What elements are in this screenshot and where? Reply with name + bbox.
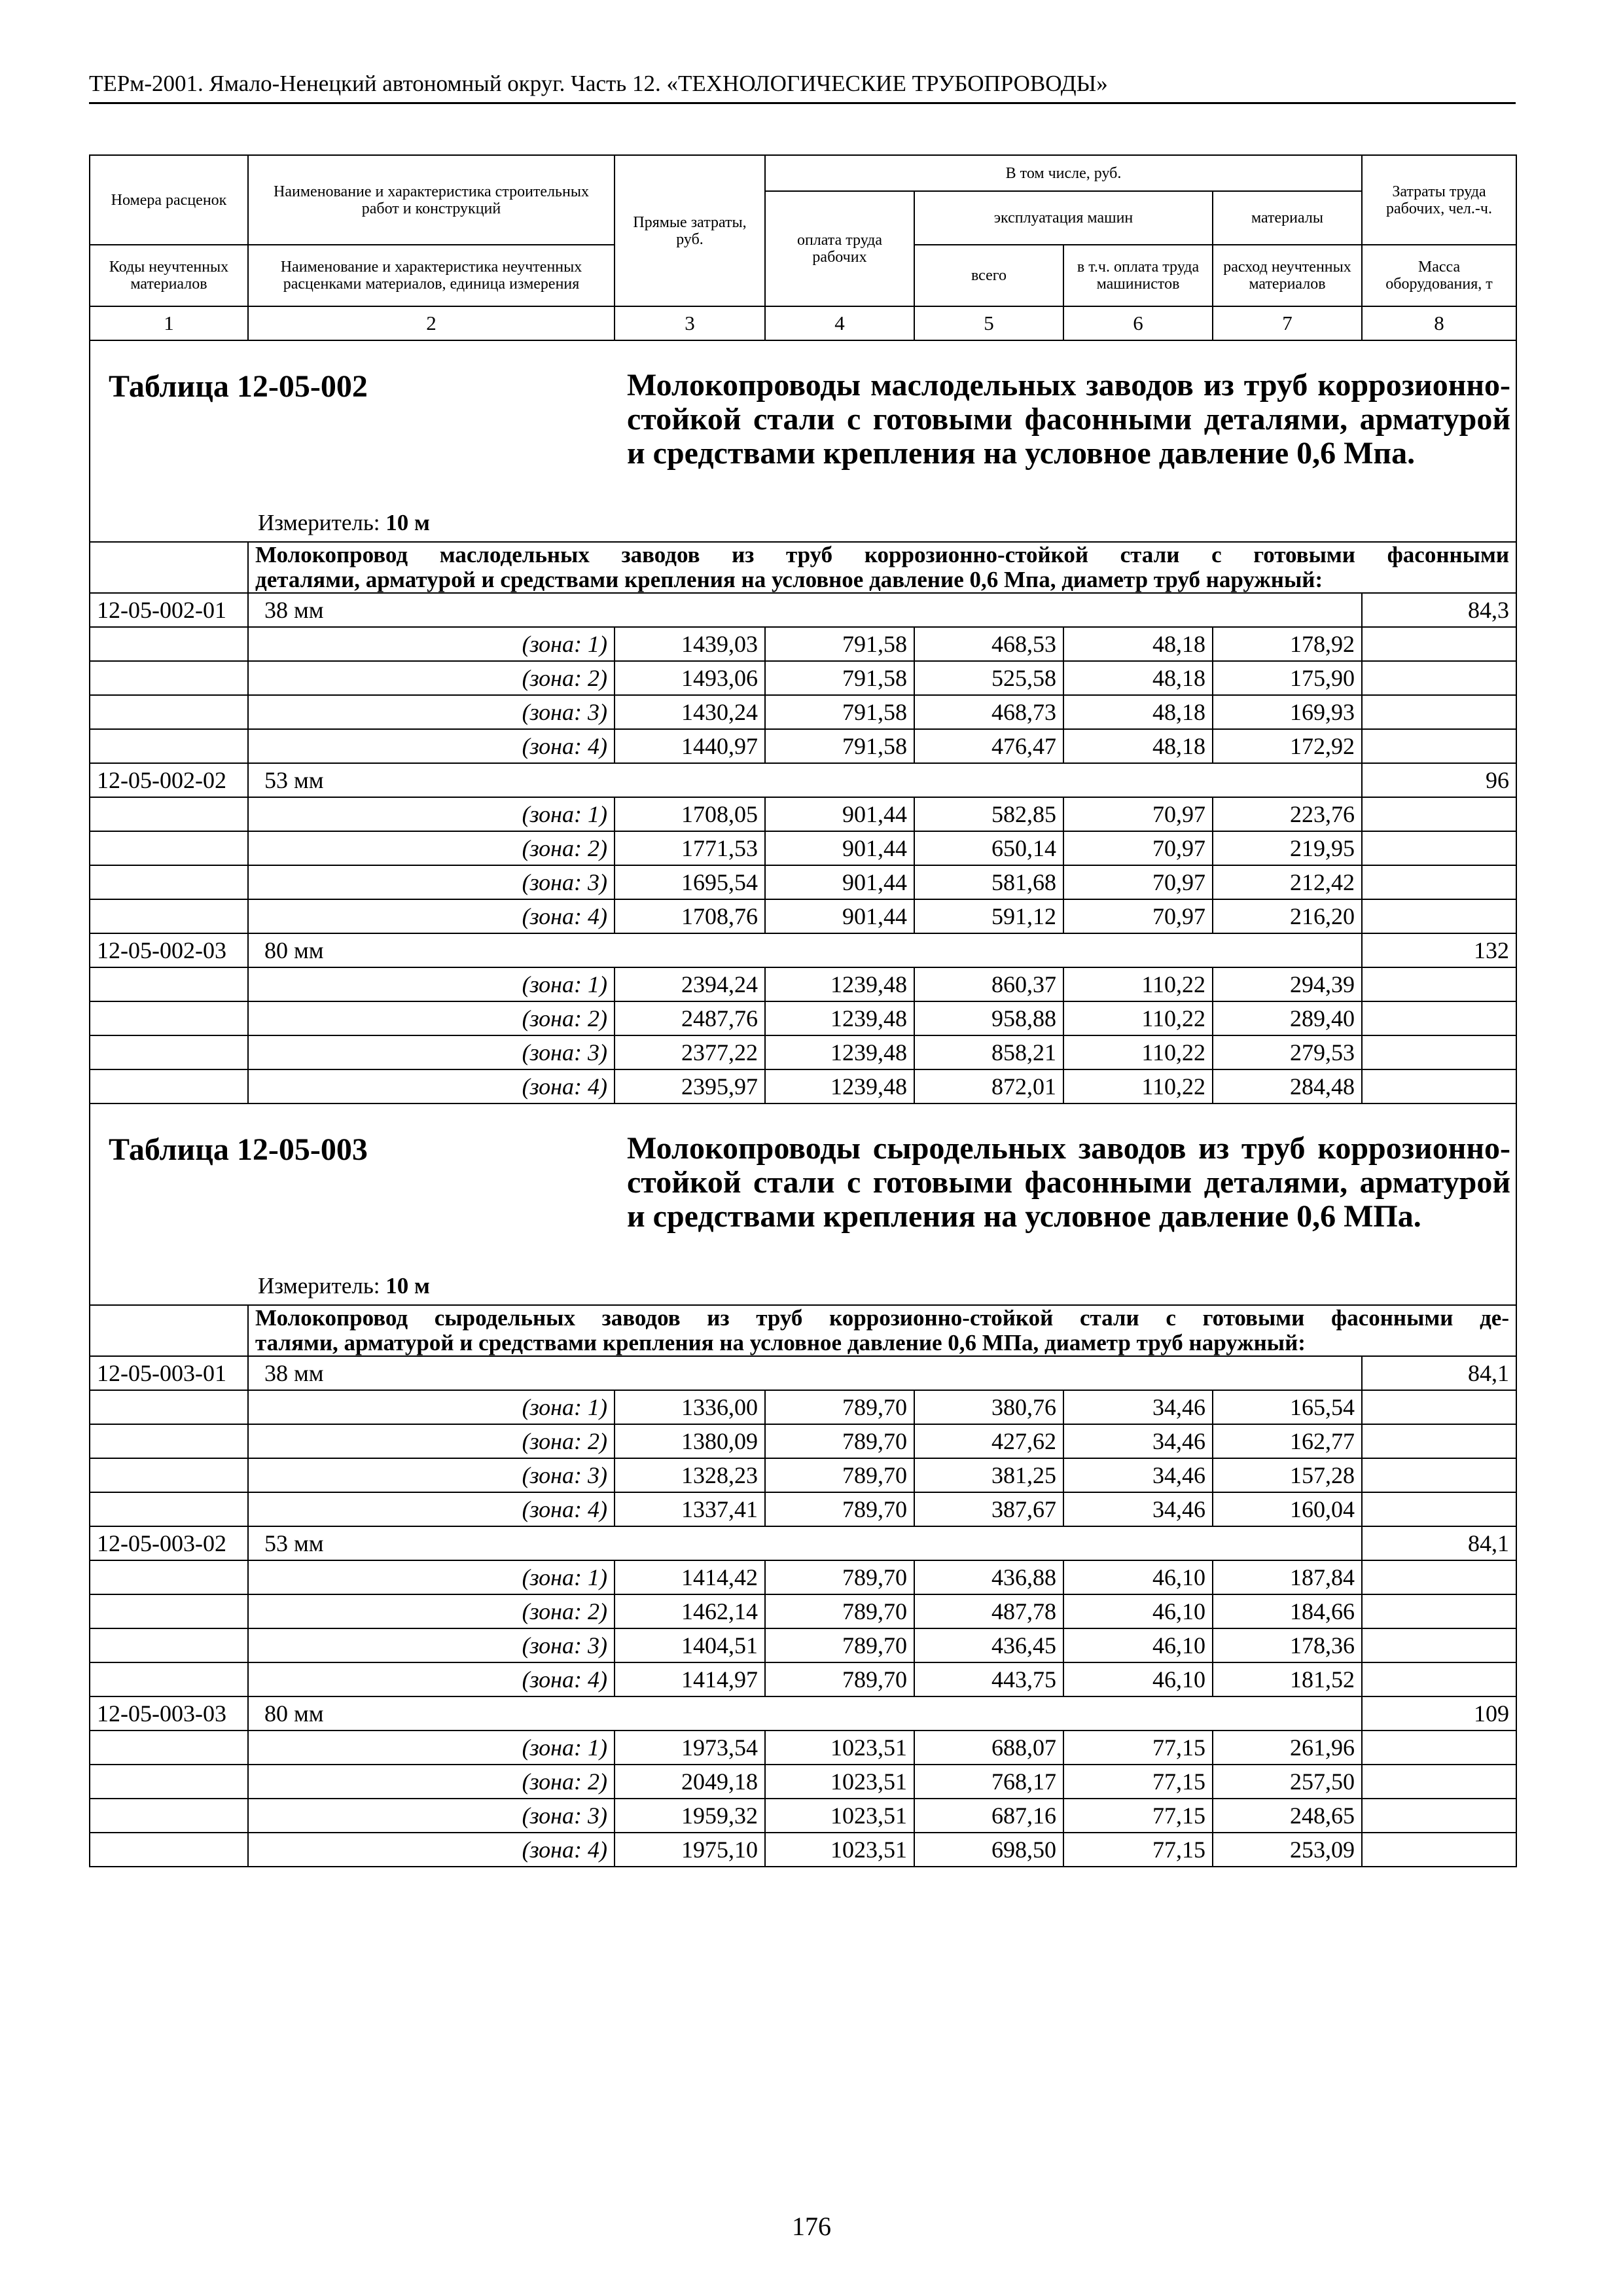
wage-cost: 789,70 bbox=[765, 1560, 914, 1594]
wage-cost: 1023,51 bbox=[765, 1833, 914, 1867]
direct-cost: 1404,51 bbox=[615, 1628, 765, 1662]
rate-row bbox=[90, 1526, 1516, 1560]
direct-cost: 1708,05 bbox=[615, 797, 765, 831]
direct-cost: 2377,22 bbox=[615, 1035, 765, 1069]
zone-label: (зона: 2) bbox=[248, 1594, 615, 1628]
direct-cost: 2049,18 bbox=[615, 1765, 765, 1799]
zone-row bbox=[90, 1424, 1516, 1458]
zone-label: (зона: 2) bbox=[248, 661, 615, 695]
direct-cost: 1771,53 bbox=[615, 831, 765, 865]
machine-cost: 381,25 bbox=[914, 1458, 1063, 1492]
machinist-wage: 46,10 bbox=[1063, 1560, 1213, 1594]
column-number: 3 bbox=[615, 306, 765, 340]
desc-spacer bbox=[90, 542, 248, 593]
zone-label: (зона: 4) bbox=[248, 899, 615, 933]
empty-cell bbox=[1362, 865, 1516, 899]
machine-cost: 858,21 bbox=[914, 1035, 1063, 1069]
zone-row bbox=[90, 1662, 1516, 1696]
machinist-wage: 34,46 bbox=[1063, 1390, 1213, 1424]
direct-cost: 2487,76 bbox=[615, 1001, 765, 1035]
materials-cost: 294,39 bbox=[1213, 967, 1362, 1001]
zone-label: (зона: 3) bbox=[248, 865, 615, 899]
direct-cost: 1959,32 bbox=[615, 1799, 765, 1833]
col-header-labor: Затраты труда рабочих, чел.-ч. bbox=[1362, 155, 1516, 245]
materials-cost: 261,96 bbox=[1213, 1731, 1362, 1765]
zone-label: (зона: 3) bbox=[248, 1035, 615, 1069]
wage-cost: 789,70 bbox=[765, 1492, 914, 1526]
materials-cost: 169,93 bbox=[1213, 695, 1362, 729]
machine-cost: 476,47 bbox=[914, 729, 1063, 763]
machine-cost: 525,58 bbox=[914, 661, 1063, 695]
materials-cost: 184,66 bbox=[1213, 1594, 1362, 1628]
empty-cell bbox=[1362, 695, 1516, 729]
machine-cost: 427,62 bbox=[914, 1424, 1063, 1458]
empty-cell bbox=[90, 695, 248, 729]
direct-cost: 1975,10 bbox=[615, 1833, 765, 1867]
zone-label: (зона: 1) bbox=[248, 1560, 615, 1594]
wage-cost: 1239,48 bbox=[765, 1035, 914, 1069]
machine-cost: 468,53 bbox=[914, 627, 1063, 661]
empty-cell bbox=[1362, 1765, 1516, 1799]
wage-cost: 1023,51 bbox=[765, 1731, 914, 1765]
machinist-wage: 48,18 bbox=[1063, 661, 1213, 695]
direct-cost: 1336,00 bbox=[615, 1390, 765, 1424]
zone-row bbox=[90, 1035, 1516, 1069]
column-number: 2 bbox=[248, 306, 615, 340]
zone-row bbox=[90, 1594, 1516, 1628]
column-number: 1 bbox=[90, 306, 248, 340]
machinist-wage: 77,15 bbox=[1063, 1765, 1213, 1799]
zone-label: (зона: 2) bbox=[248, 1424, 615, 1458]
empty-cell bbox=[1362, 1833, 1516, 1867]
machine-cost: 687,16 bbox=[914, 1799, 1063, 1833]
col-header-materials: материалы bbox=[1213, 191, 1362, 245]
machinist-wage: 34,46 bbox=[1063, 1458, 1213, 1492]
wage-cost: 1023,51 bbox=[765, 1765, 914, 1799]
wage-cost: 1239,48 bbox=[765, 1001, 914, 1035]
empty-cell bbox=[1362, 1001, 1516, 1035]
empty-cell bbox=[90, 661, 248, 695]
machine-cost: 958,88 bbox=[914, 1001, 1063, 1035]
zone-row bbox=[90, 1492, 1516, 1526]
materials-cost: 178,92 bbox=[1213, 627, 1362, 661]
unit-value: 10 м bbox=[385, 1273, 430, 1299]
zone-label: (зона: 1) bbox=[248, 1731, 615, 1765]
wage-cost: 1239,48 bbox=[765, 967, 914, 1001]
machine-cost: 688,07 bbox=[914, 1731, 1063, 1765]
section-heading bbox=[90, 1103, 1516, 1305]
empty-cell bbox=[90, 1833, 248, 1867]
rate-name: 38 мм bbox=[248, 593, 1362, 627]
unit-of-measure bbox=[258, 1273, 430, 1299]
col-header-mach-total: всего bbox=[914, 245, 1063, 306]
materials-cost: 172,92 bbox=[1213, 729, 1362, 763]
zone-row bbox=[90, 899, 1516, 933]
empty-cell bbox=[90, 1458, 248, 1492]
col-header-mat-use: расход неучтенных материалов bbox=[1213, 245, 1362, 306]
empty-cell bbox=[1362, 1035, 1516, 1069]
description-line-1: Молокопровод маслодельных заводов из труб коррозионно-стойкой стали с готовыми фасонными bbox=[255, 542, 1509, 567]
materials-cost: 162,77 bbox=[1213, 1424, 1362, 1458]
direct-cost: 1695,54 bbox=[615, 865, 765, 899]
zone-row bbox=[90, 1069, 1516, 1103]
desc-spacer bbox=[90, 1305, 248, 1356]
rate-code: 12-05-003-02 bbox=[90, 1526, 248, 1560]
empty-cell bbox=[1362, 1424, 1516, 1458]
empty-cell bbox=[90, 1799, 248, 1833]
empty-cell bbox=[1362, 1594, 1516, 1628]
machine-cost: 582,85 bbox=[914, 797, 1063, 831]
empty-cell bbox=[90, 1662, 248, 1696]
zone-row bbox=[90, 1628, 1516, 1662]
description-line-2: деталями, арматурой и средствами крепления на условное давление 0,6 Мпа, диаметр труб наружный: bbox=[255, 567, 1323, 592]
wage-cost: 791,58 bbox=[765, 627, 914, 661]
section-description bbox=[248, 1305, 1516, 1356]
direct-cost: 1708,76 bbox=[615, 899, 765, 933]
empty-cell bbox=[90, 1731, 248, 1765]
rate-row bbox=[90, 593, 1516, 627]
machine-cost: 768,17 bbox=[914, 1765, 1063, 1799]
empty-cell bbox=[90, 865, 248, 899]
machine-cost: 860,37 bbox=[914, 967, 1063, 1001]
zone-row bbox=[90, 1560, 1516, 1594]
empty-cell bbox=[90, 1492, 248, 1526]
empty-cell bbox=[1362, 1492, 1516, 1526]
zone-label: (зона: 3) bbox=[248, 1799, 615, 1833]
zone-label: (зона: 1) bbox=[248, 1390, 615, 1424]
machinist-wage: 110,22 bbox=[1063, 1069, 1213, 1103]
rate-name: 53 мм bbox=[248, 1526, 1362, 1560]
zone-label: (зона: 2) bbox=[248, 1765, 615, 1799]
empty-cell bbox=[1362, 831, 1516, 865]
description-line-1: Молокопровод сыродельных заводов из труб коррозионно-стойкой стали с готовыми фасонными де- bbox=[255, 1305, 1509, 1331]
empty-cell bbox=[90, 729, 248, 763]
empty-cell bbox=[90, 1424, 248, 1458]
materials-cost: 157,28 bbox=[1213, 1458, 1362, 1492]
labor-cost: 96 bbox=[1362, 763, 1516, 797]
zone-label: (зона: 4) bbox=[248, 729, 615, 763]
materials-cost: 187,84 bbox=[1213, 1560, 1362, 1594]
machine-cost: 387,67 bbox=[914, 1492, 1063, 1526]
machinist-wage: 110,22 bbox=[1063, 967, 1213, 1001]
wage-cost: 1023,51 bbox=[765, 1799, 914, 1833]
column-number: 8 bbox=[1362, 306, 1516, 340]
empty-cell bbox=[90, 797, 248, 831]
materials-cost: 216,20 bbox=[1213, 899, 1362, 933]
col-header-codes: Номера расценок bbox=[90, 155, 248, 245]
machinist-wage: 77,15 bbox=[1063, 1731, 1213, 1765]
empty-cell bbox=[1362, 627, 1516, 661]
labor-cost: 132 bbox=[1362, 933, 1516, 967]
empty-cell bbox=[90, 1560, 248, 1594]
empty-cell bbox=[90, 1001, 248, 1035]
rate-code: 12-05-003-01 bbox=[90, 1356, 248, 1390]
zone-label: (зона: 3) bbox=[248, 1628, 615, 1662]
wage-cost: 789,70 bbox=[765, 1424, 914, 1458]
direct-cost: 1439,03 bbox=[615, 627, 765, 661]
direct-cost: 2394,24 bbox=[615, 967, 765, 1001]
machine-cost: 468,73 bbox=[914, 695, 1063, 729]
wage-cost: 789,70 bbox=[765, 1458, 914, 1492]
machinist-wage: 48,18 bbox=[1063, 729, 1213, 763]
rates-table bbox=[89, 154, 1517, 1867]
col-header-wage: оплата труда рабочих bbox=[765, 191, 914, 306]
rate-code: 12-05-002-01 bbox=[90, 593, 248, 627]
zone-row bbox=[90, 1390, 1516, 1424]
zone-row bbox=[90, 831, 1516, 865]
zone-label: (зона: 2) bbox=[248, 831, 615, 865]
zone-label: (зона: 2) bbox=[248, 1001, 615, 1035]
materials-cost: 289,40 bbox=[1213, 1001, 1362, 1035]
zone-row bbox=[90, 1833, 1516, 1867]
direct-cost: 1337,41 bbox=[615, 1492, 765, 1526]
materials-cost: 257,50 bbox=[1213, 1765, 1362, 1799]
empty-cell bbox=[90, 1628, 248, 1662]
materials-cost: 165,54 bbox=[1213, 1390, 1362, 1424]
machinist-wage: 70,97 bbox=[1063, 831, 1213, 865]
direct-cost: 1414,97 bbox=[615, 1662, 765, 1696]
materials-cost: 175,90 bbox=[1213, 661, 1362, 695]
empty-cell bbox=[1362, 1628, 1516, 1662]
machinist-wage: 70,97 bbox=[1063, 865, 1213, 899]
rate-row bbox=[90, 763, 1516, 797]
materials-cost: 248,65 bbox=[1213, 1799, 1362, 1833]
zone-row bbox=[90, 1731, 1516, 1765]
zone-label: (зона: 1) bbox=[248, 797, 615, 831]
materials-cost: 219,95 bbox=[1213, 831, 1362, 865]
col-header-direct: Прямые затраты, руб. bbox=[615, 155, 765, 306]
empty-cell bbox=[90, 1594, 248, 1628]
empty-cell bbox=[1362, 1560, 1516, 1594]
machinist-wage: 48,18 bbox=[1063, 695, 1213, 729]
empty-cell bbox=[1362, 661, 1516, 695]
materials-cost: 181,52 bbox=[1213, 1662, 1362, 1696]
machine-cost: 872,01 bbox=[914, 1069, 1063, 1103]
wage-cost: 1239,48 bbox=[765, 1069, 914, 1103]
column-number: 4 bbox=[765, 306, 914, 340]
zone-label: (зона: 1) bbox=[248, 627, 615, 661]
zone-row bbox=[90, 967, 1516, 1001]
zone-row bbox=[90, 729, 1516, 763]
column-number: 5 bbox=[914, 306, 1063, 340]
zone-row bbox=[90, 661, 1516, 695]
machine-cost: 487,78 bbox=[914, 1594, 1063, 1628]
labor-cost: 84,1 bbox=[1362, 1526, 1516, 1560]
rate-name: 38 мм bbox=[248, 1356, 1362, 1390]
materials-cost: 279,53 bbox=[1213, 1035, 1362, 1069]
wage-cost: 789,70 bbox=[765, 1662, 914, 1696]
zone-label: (зона: 1) bbox=[248, 967, 615, 1001]
empty-cell bbox=[1362, 1069, 1516, 1103]
direct-cost: 1462,14 bbox=[615, 1594, 765, 1628]
empty-cell bbox=[1362, 899, 1516, 933]
machinist-wage: 110,22 bbox=[1063, 1035, 1213, 1069]
machinist-wage: 46,10 bbox=[1063, 1662, 1213, 1696]
machinist-wage: 77,15 bbox=[1063, 1833, 1213, 1867]
empty-cell bbox=[90, 627, 248, 661]
empty-cell bbox=[90, 1035, 248, 1069]
empty-cell bbox=[1362, 1799, 1516, 1833]
table-label: Таблица 12-05-002 bbox=[109, 369, 368, 404]
zone-row bbox=[90, 1799, 1516, 1833]
machinist-wage: 77,15 bbox=[1063, 1799, 1213, 1833]
zone-row bbox=[90, 1458, 1516, 1492]
machinist-wage: 110,22 bbox=[1063, 1001, 1213, 1035]
empty-cell bbox=[1362, 1390, 1516, 1424]
rate-code: 12-05-003-03 bbox=[90, 1696, 248, 1731]
machine-cost: 436,88 bbox=[914, 1560, 1063, 1594]
section-heading bbox=[90, 340, 1516, 542]
zone-label: (зона: 3) bbox=[248, 695, 615, 729]
labor-cost: 109 bbox=[1362, 1696, 1516, 1731]
wage-cost: 789,70 bbox=[765, 1594, 914, 1628]
rate-row bbox=[90, 933, 1516, 967]
zone-row bbox=[90, 865, 1516, 899]
machine-cost: 436,45 bbox=[914, 1628, 1063, 1662]
col-header-including: В том числе, руб. bbox=[765, 155, 1362, 191]
machine-cost: 581,68 bbox=[914, 865, 1063, 899]
machinist-wage: 48,18 bbox=[1063, 627, 1213, 661]
machinist-wage: 46,10 bbox=[1063, 1628, 1213, 1662]
rate-name: 80 мм bbox=[248, 1696, 1362, 1731]
labor-cost: 84,3 bbox=[1362, 593, 1516, 627]
rate-name: 80 мм bbox=[248, 933, 1362, 967]
direct-cost: 1493,06 bbox=[615, 661, 765, 695]
empty-cell bbox=[90, 899, 248, 933]
col-header-mach-wage: в т.ч. оплата труда машинистов bbox=[1063, 245, 1213, 306]
materials-cost: 212,42 bbox=[1213, 865, 1362, 899]
rate-name: 53 мм bbox=[248, 763, 1362, 797]
direct-cost: 1430,24 bbox=[615, 695, 765, 729]
running-header: ТЕРм-2001. Ямало-Ненецкий автономный округ. Часть 12. «ТЕХНОЛОГИЧЕСКИЕ ТРУБОПРОВОДЫ» bbox=[89, 68, 1516, 104]
zone-row bbox=[90, 1765, 1516, 1799]
zone-label: (зона: 4) bbox=[248, 1662, 615, 1696]
table-title: Молокопроводы сыродельных заводов из труб коррозионно-стойкой стали с готовыми фасонными деталями, арматурой и средствами крепления на условное давление 0,6 МПа. bbox=[627, 1131, 1510, 1234]
direct-cost: 1440,97 bbox=[615, 729, 765, 763]
description-line-2: талями, арматурой и средствами крепления на условное давление 0,6 МПа, диаметр труб наружный: bbox=[255, 1330, 1306, 1355]
machine-cost: 443,75 bbox=[914, 1662, 1063, 1696]
empty-cell bbox=[1362, 1458, 1516, 1492]
rate-row bbox=[90, 1356, 1516, 1390]
direct-cost: 1973,54 bbox=[615, 1731, 765, 1765]
machinist-wage: 46,10 bbox=[1063, 1594, 1213, 1628]
zone-row bbox=[90, 627, 1516, 661]
direct-cost: 2395,97 bbox=[615, 1069, 765, 1103]
wage-cost: 789,70 bbox=[765, 1628, 914, 1662]
empty-cell bbox=[1362, 1662, 1516, 1696]
unit-label: Измеритель: bbox=[258, 510, 380, 535]
labor-cost: 84,1 bbox=[1362, 1356, 1516, 1390]
materials-cost: 223,76 bbox=[1213, 797, 1362, 831]
machinist-wage: 70,97 bbox=[1063, 797, 1213, 831]
wage-cost: 791,58 bbox=[765, 661, 914, 695]
empty-cell bbox=[1362, 967, 1516, 1001]
machine-cost: 698,50 bbox=[914, 1833, 1063, 1867]
direct-cost: 1414,42 bbox=[615, 1560, 765, 1594]
table-title: Молокопроводы маслодельных заводов из труб коррозионно-стойкой стали с готовыми фасонными деталями, арматурой и средствами крепления на условное давление 0,6 Мпа. bbox=[627, 368, 1510, 471]
materials-cost: 253,09 bbox=[1213, 1833, 1362, 1867]
direct-cost: 1328,23 bbox=[615, 1458, 765, 1492]
col-header-mass: Масса оборудования, т bbox=[1362, 245, 1516, 306]
col-header-material-name: Наименование и характеристика неучтенных расценками материалов, единица измерения bbox=[248, 245, 615, 306]
empty-cell bbox=[1362, 1731, 1516, 1765]
rate-row bbox=[90, 1696, 1516, 1731]
unit-label: Измеритель: bbox=[258, 1273, 380, 1299]
col-header-name: Наименование и характеристика строительных работ и конструкций bbox=[248, 155, 615, 245]
wage-cost: 901,44 bbox=[765, 899, 914, 933]
empty-cell bbox=[90, 1390, 248, 1424]
empty-cell bbox=[90, 1069, 248, 1103]
wage-cost: 791,58 bbox=[765, 729, 914, 763]
rate-code: 12-05-002-02 bbox=[90, 763, 248, 797]
section-description bbox=[248, 542, 1516, 593]
wage-cost: 791,58 bbox=[765, 695, 914, 729]
machinist-wage: 34,46 bbox=[1063, 1492, 1213, 1526]
zone-row bbox=[90, 1001, 1516, 1035]
wage-cost: 901,44 bbox=[765, 797, 914, 831]
empty-cell bbox=[90, 831, 248, 865]
zone-row bbox=[90, 695, 1516, 729]
wage-cost: 901,44 bbox=[765, 865, 914, 899]
direct-cost: 1380,09 bbox=[615, 1424, 765, 1458]
page-number: 176 bbox=[792, 2212, 831, 2241]
col-header-machines: эксплуатация машин bbox=[914, 191, 1213, 245]
rate-code: 12-05-002-03 bbox=[90, 933, 248, 967]
zone-row bbox=[90, 797, 1516, 831]
table-label: Таблица 12-05-003 bbox=[109, 1132, 368, 1167]
zone-label: (зона: 4) bbox=[248, 1069, 615, 1103]
wage-cost: 901,44 bbox=[765, 831, 914, 865]
machine-cost: 591,12 bbox=[914, 899, 1063, 933]
machinist-wage: 70,97 bbox=[1063, 899, 1213, 933]
column-number: 7 bbox=[1213, 306, 1362, 340]
zone-label: (зона: 4) bbox=[248, 1833, 615, 1867]
materials-cost: 178,36 bbox=[1213, 1628, 1362, 1662]
machinist-wage: 34,46 bbox=[1063, 1424, 1213, 1458]
wage-cost: 789,70 bbox=[765, 1390, 914, 1424]
empty-cell bbox=[1362, 729, 1516, 763]
empty-cell bbox=[90, 1765, 248, 1799]
zone-label: (зона: 4) bbox=[248, 1492, 615, 1526]
empty-cell bbox=[1362, 797, 1516, 831]
unit-value: 10 м bbox=[385, 510, 430, 535]
unit-of-measure bbox=[258, 510, 430, 536]
empty-cell bbox=[90, 967, 248, 1001]
machine-cost: 650,14 bbox=[914, 831, 1063, 865]
zone-label: (зона: 3) bbox=[248, 1458, 615, 1492]
materials-cost: 284,48 bbox=[1213, 1069, 1362, 1103]
column-number: 6 bbox=[1063, 306, 1213, 340]
col-header-material-codes: Коды неучтенных материалов bbox=[90, 245, 248, 306]
machine-cost: 380,76 bbox=[914, 1390, 1063, 1424]
materials-cost: 160,04 bbox=[1213, 1492, 1362, 1526]
